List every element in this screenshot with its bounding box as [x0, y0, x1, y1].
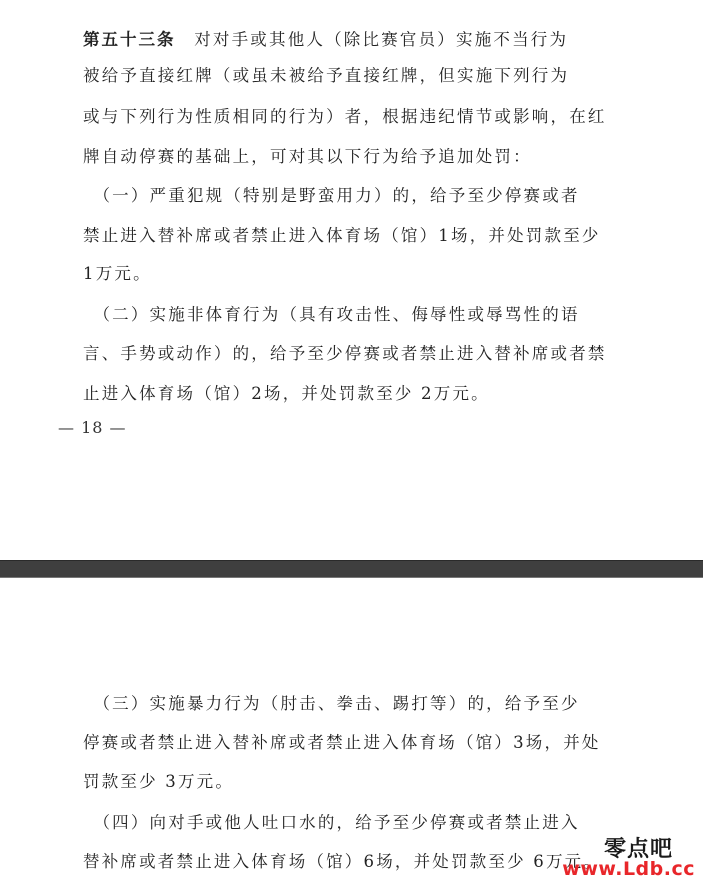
clause-2-line-1: （二）实施非体育行为（具有攻击性、侮辱性或辱骂性的语 — [83, 305, 580, 324]
clause-4-line-1: （四）向对手或他人吐口水的，给予至少停赛或者禁止进入 — [83, 813, 580, 832]
clause-2-line-3: 止进入体育场（馆）2场，并处罚款至少 2万元。 — [83, 384, 490, 403]
page-number: — 18 — — [58, 418, 127, 437]
article-53-line-4: 牌自动停赛的基础上，可对其以下行为给予追加处罚： — [83, 147, 532, 166]
article-53-line-1 — [83, 28, 628, 52]
page-separator — [0, 560, 703, 578]
article-53-line-3: 或与下列行为性质相同的行为）者，根据违纪情节或影响，在红 — [83, 107, 607, 126]
article-53-line-2: 被给予直接红牌（或虽未被给予直接红牌，但实施下列行为 — [83, 66, 570, 85]
clause-4-line-2: 替补席或者禁止进入体育场（馆）6场，并处罚款至少 6万元。 — [83, 852, 603, 871]
watermark-url-text: www.Ldb.cc — [562, 858, 695, 880]
article-text: 对对手或其他人（除比赛官员）实施不当行为 — [175, 30, 569, 49]
clause-3-line-1: （三）实施暴力行为（肘击、拳击、踢打等）的，给予至少 — [83, 694, 580, 713]
clause-1-line-2: 禁止进入替补席或者禁止进入体育场（馆）1场，并处罚款至少 — [83, 226, 601, 245]
article-heading: 第五十三条 — [83, 30, 176, 49]
watermark-cn-text: 零点吧 — [603, 837, 673, 862]
clause-1-line-3: 1万元。 — [83, 264, 152, 283]
clause-1-line-1: （一）严重犯规（特别是野蛮用力）的，给予至少停赛或者 — [83, 186, 580, 205]
clause-2-line-2: 言、手势或动作）的，给予至少停赛或者禁止进入替补席或者禁 — [83, 344, 607, 363]
clause-3-line-2: 停赛或者禁止进入替补席或者禁止进入体育场（馆）3场，并处 — [83, 733, 601, 752]
clause-3-line-3: 罚款至少 3万元。 — [83, 772, 235, 791]
document-page-bottom — [0, 578, 703, 888]
